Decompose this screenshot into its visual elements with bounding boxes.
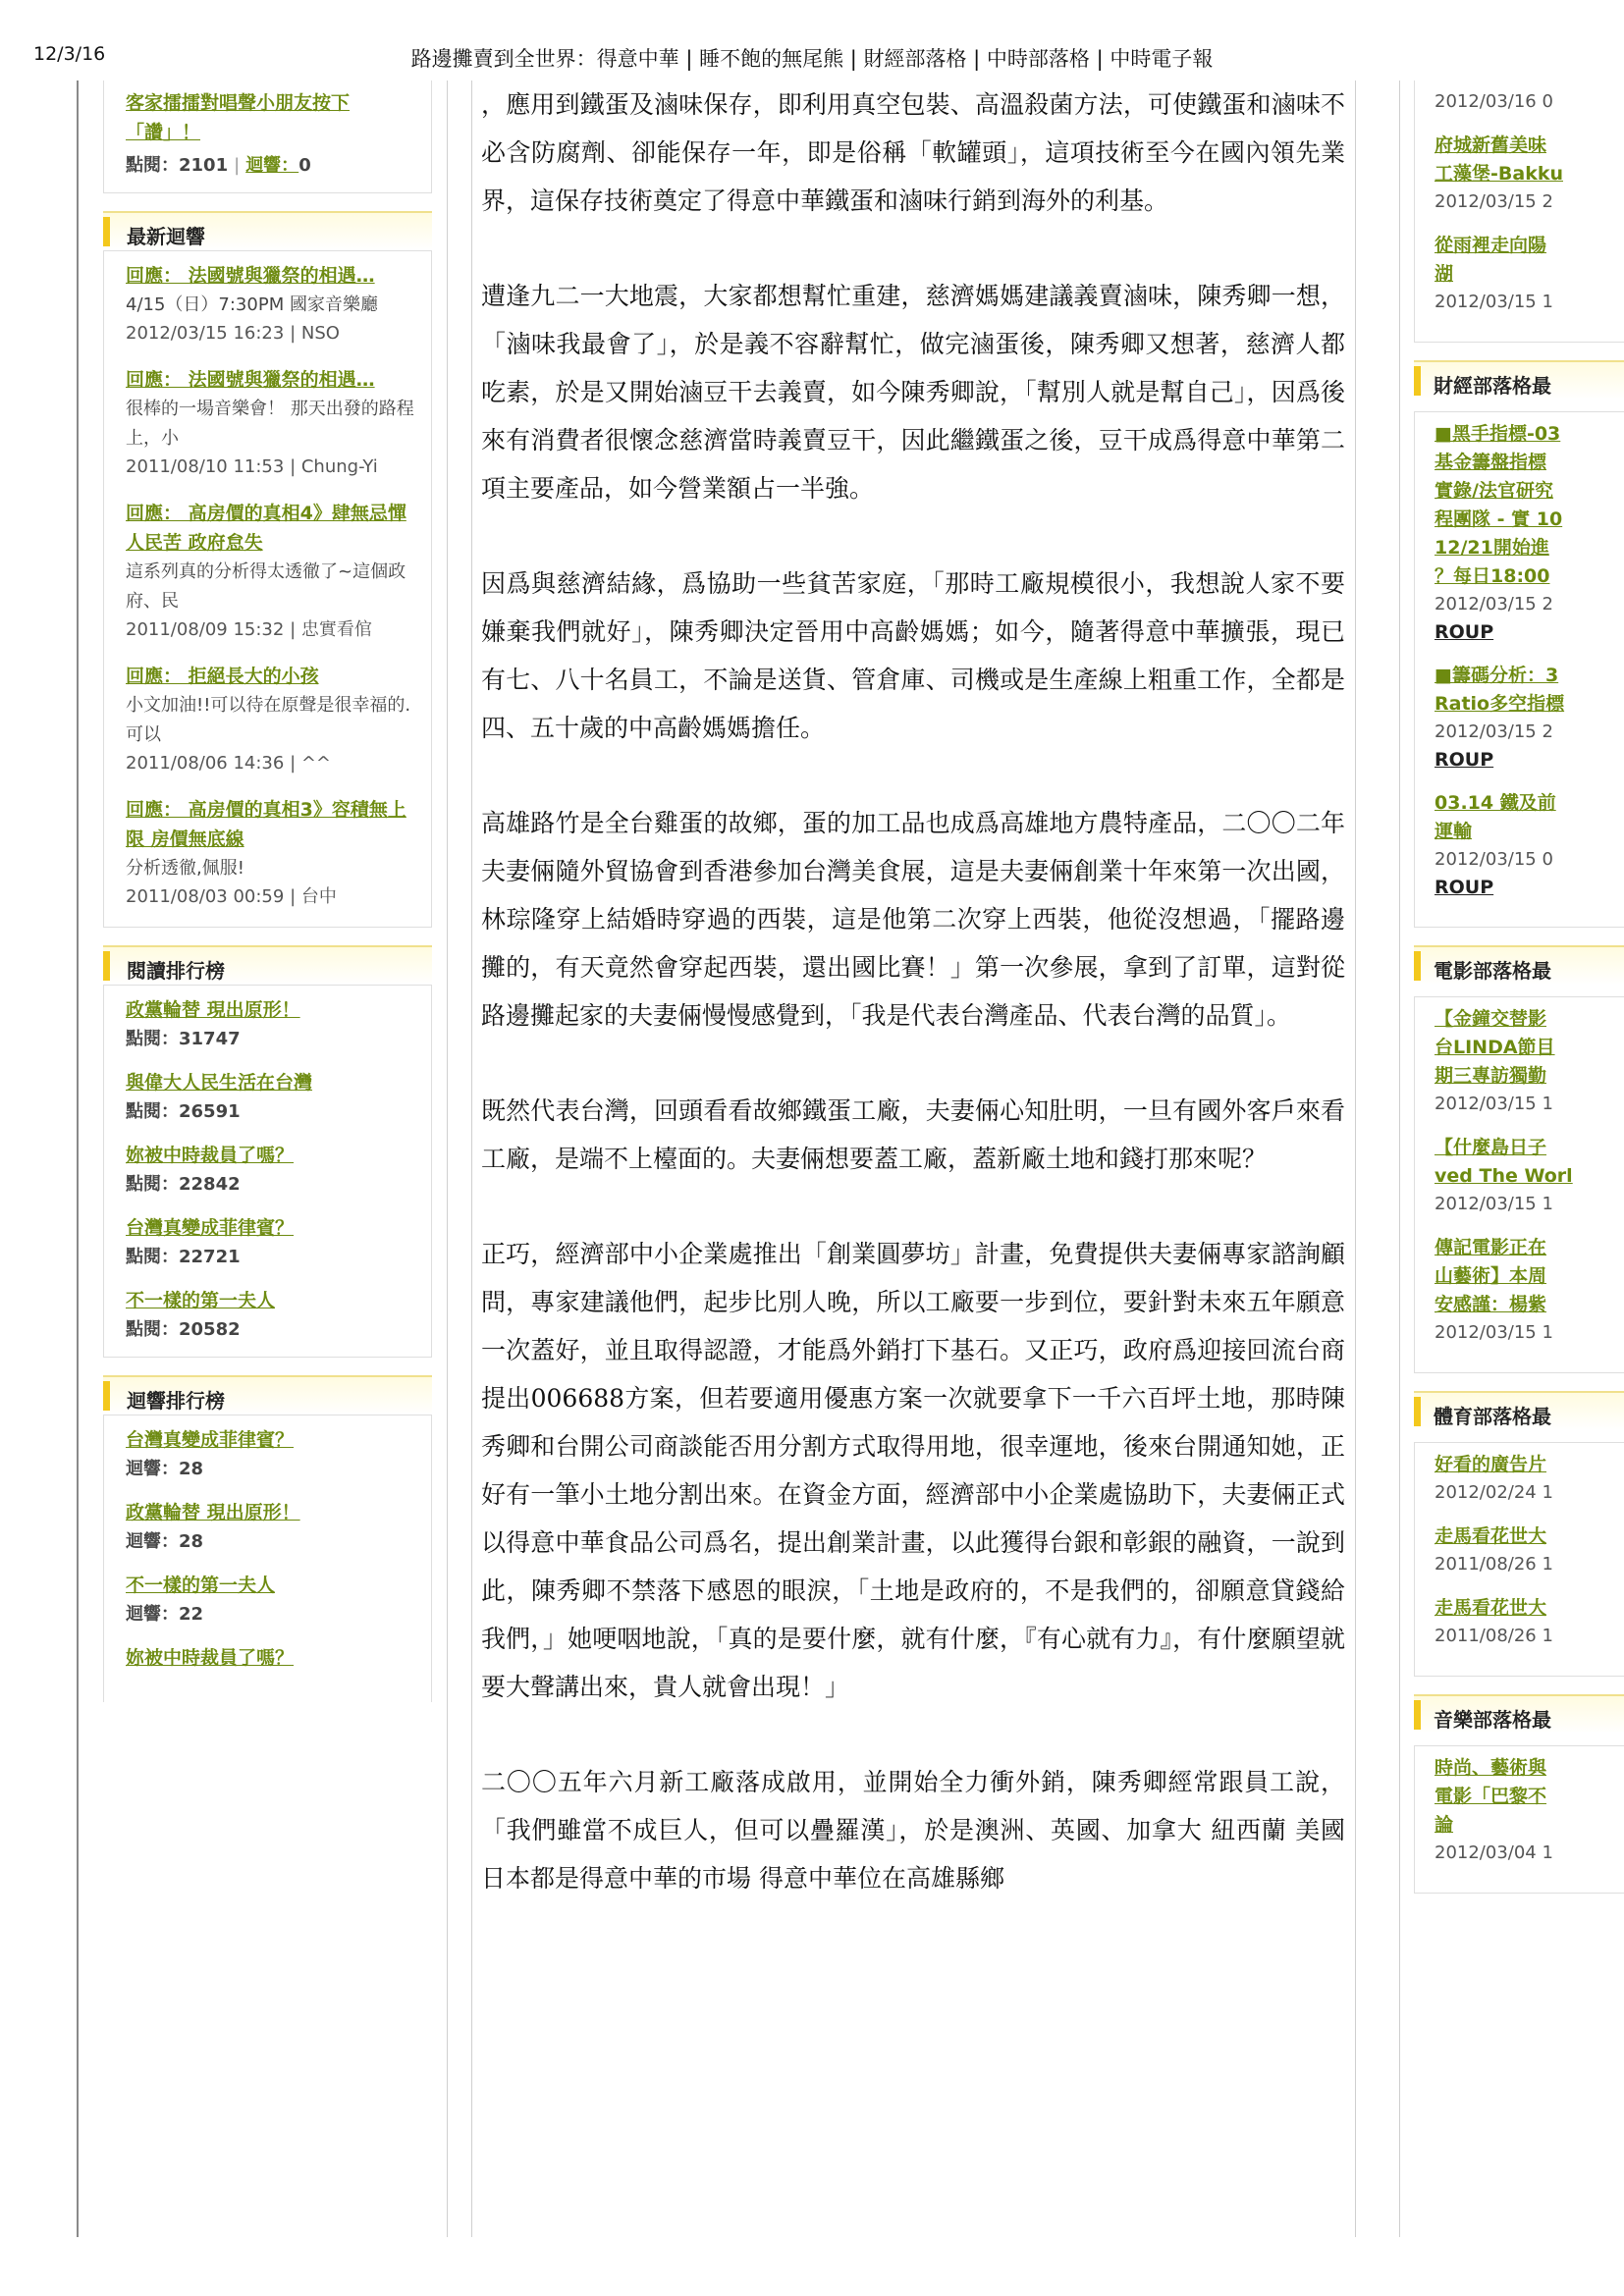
right-item-link[interactable]: 工藻堡-Bakku — [1435, 163, 1563, 185]
reply-excerpt: 分析透徹,佩服! — [126, 858, 244, 879]
finance-link[interactable]: 運輸 — [1435, 821, 1473, 842]
most-read-title: 閱讀排行榜 — [127, 959, 225, 983]
stat-value: 31747 — [179, 1029, 241, 1049]
article-paragraph: 既然代表台灣，回頭看看故鄉鐵蛋工廠，夫妻倆心知肚明，一旦有國外客戶來看工廠，是端不上檯面的。夫妻倆想要蓋工廠，蓋新廠土地和錢打那來呢？ — [481, 1096, 1345, 1173]
music-link[interactable]: 電影「巴黎不 — [1435, 1786, 1547, 1807]
finance-date: 2012/03/15 0 — [1435, 849, 1553, 870]
reply-excerpt: 小文加油!!可以待在原聲是很幸福的.可以 — [126, 695, 411, 745]
right-item-date: 2012/03/16 0 — [1435, 91, 1553, 112]
music-link[interactable]: 論 — [1435, 1814, 1454, 1836]
finance-group-link[interactable]: ROUP — [1435, 621, 1494, 643]
replies-count: 0 — [298, 155, 311, 176]
finance-link[interactable]: 03.14 鐵及前 — [1435, 792, 1556, 814]
most-replied-title: 迴響排行榜 — [127, 1389, 225, 1413]
reply-excerpt: 4/15（日）7:30PM 國家音樂廳 — [126, 294, 378, 315]
left-column-rule — [447, 80, 448, 2237]
most-read-link[interactable]: 台灣真變成菲律賓？ — [126, 1217, 295, 1239]
views-count: 2101 — [179, 155, 229, 176]
article-paragraph: 正巧，經濟部中小企業處推出「創業圓夢坊」計畫，免費提供夫妻倆專家諮詢顧問，專家建議他們，起步比別人晚，所以工廠要一步到位，要針對未來五年願意一次蓋好，並且取得認證，才能爲外銷打下基石。又正巧，政府爲迎接回流台商提出006688方案，但若要適用優惠方案一次就要拿下一千六百坪土地，那時陳秀卿和台開公司商談能否用分割方式取得用地，很幸運地，後來台開通知她，正好有一筆小土地分割出來。在資金方面，經濟部中小企業處協助下，夫妻倆正式以得意中華食品公司爲名，提出創業計畫，以此獲得台銀和彰銀的融資，一說到此，陳秀卿不禁落下感恩的眼淚，「土地是政府的，不是我們的，卻願意貸錢給我們，」她哽咽地說，「真的是要什麼，就有什麼，『有心就有力』，有什麼願望就要大聲講出來，貴人就會出現！」 — [481, 1240, 1345, 1701]
stat-value: 20582 — [179, 1319, 241, 1340]
sports-date: 2011/08/26 1 — [1435, 1554, 1553, 1575]
stat-label: 迴響： — [126, 1604, 179, 1625]
finance-header — [1414, 360, 1624, 400]
finance-date: 2012/03/15 2 — [1435, 594, 1553, 614]
finance-link[interactable]: ■籌碼分析：3 — [1435, 665, 1559, 686]
movie-link[interactable]: 【金鐘交替影 — [1435, 1008, 1547, 1030]
reply-link[interactable]: 回應： 高房價的真相3》容積無上限 房價無底線 — [126, 799, 406, 850]
movie-link[interactable]: 期三專訪獨勤 — [1435, 1065, 1547, 1087]
article-paragraph: 遭逢九二一大地震，大家都想幫忙重建，慈濟媽媽建議義賣滷味，陳秀卿一想，「滷味我最會了」，於是義不容辭幫忙，做完滷蛋後，陳秀卿又想著，慈濟人都吃素，於是又開始滷豆干去義賣，如今陳秀卿說，「幫別人就是幫自己」，因爲後來有消費者很懷念慈濟當時義賣豆干，因此繼鐵蛋之後，豆干成爲得意中華第二項主要產品，如今營業額占一半強。 — [481, 282, 1345, 503]
right-top-box — [1414, 80, 1624, 343]
reply-link[interactable]: 回應： 拒絕長大的小孩 — [126, 666, 319, 687]
movie-link[interactable]: ved The Worl — [1435, 1165, 1573, 1187]
sports-link[interactable]: 走馬看花世大 — [1435, 1597, 1547, 1619]
stat-value: 28 — [179, 1531, 204, 1552]
right-item-date: 2012/03/15 2 — [1435, 191, 1553, 212]
finance-group-link[interactable]: ROUP — [1435, 749, 1494, 771]
movie-title: 電影部落格最 — [1434, 959, 1551, 983]
most-replied-box — [103, 1415, 432, 1702]
reply-excerpt: 這系列真的分析得太透徹了~這個政府、民 — [126, 561, 406, 612]
article-paragraph: ，應用到鐵蛋及滷味保存，即利用真空包裝、高溫殺菌方法，可使鐵蛋和滷味不必含防腐劑、卻能保存一年，即是俗稱「軟罐頭」，這項技術至今在國內領先業界，這保存技術奠定了得意中華鐵蛋和滷味行銷到海外的利基。 — [481, 90, 1345, 215]
right-item-date: 2012/03/15 1 — [1435, 292, 1553, 312]
music-header — [1414, 1694, 1624, 1734]
right-item-link[interactable]: 從雨裡走向陽 — [1435, 235, 1547, 256]
print-date: 12/3/16 — [33, 43, 106, 65]
movie-date: 2012/03/15 1 — [1435, 1094, 1553, 1114]
stat-label: 迴響： — [126, 1531, 179, 1552]
most-replied-header — [103, 1375, 432, 1415]
movie-link[interactable]: 山藝術】本周 — [1435, 1265, 1547, 1287]
finance-box — [1414, 411, 1624, 928]
top-item-stats: 點閱：2101 | 迴響：0 — [126, 155, 311, 176]
movie-date: 2012/03/15 1 — [1435, 1194, 1553, 1214]
latest-replies-box — [103, 250, 432, 928]
finance-link[interactable]: 實錄/法官研究 — [1435, 480, 1553, 502]
article-paragraph: 因爲與慈濟結緣，爲協助一些貧苦家庭，「那時工廠規模很小，我想說人家不要嫌棄我們就好」，陳秀卿決定晉用中高齡媽媽；如今，隨著得意中華擴張，現已有七、八十名員工，不論是送貨、管倉庫、司機或是生產線上粗重工作，全都是四、五十歲的中高齡媽媽擔任。 — [481, 569, 1345, 742]
sports-date: 2011/08/26 1 — [1435, 1626, 1553, 1646]
most-read-link[interactable]: 政黨輪替 現出原形！ — [126, 999, 300, 1021]
reply-meta: 2011/08/03 00:59 | 台中 — [126, 886, 337, 907]
movie-link[interactable]: 【什麼島日子 — [1435, 1137, 1547, 1158]
finance-date: 2012/03/15 2 — [1435, 721, 1553, 742]
stat-value: 28 — [179, 1459, 204, 1479]
movie-box — [1414, 996, 1624, 1373]
stat-label: 迴響： — [126, 1459, 179, 1479]
sports-box — [1414, 1442, 1624, 1677]
finance-link[interactable]: 12/21開始進 — [1435, 537, 1549, 559]
reply-meta: 2011/08/10 11:53 | Chung-Yi — [126, 456, 378, 477]
stat-label: 點閱： — [126, 1101, 179, 1122]
most-replied-link[interactable]: 妳被中時裁員了嗎？ — [126, 1647, 295, 1669]
stat-value: 22 — [179, 1604, 204, 1625]
movie-link[interactable]: 台LINDA節目 — [1435, 1037, 1555, 1058]
music-link[interactable]: 時尚、藝術與 — [1435, 1757, 1547, 1779]
left-page-rule — [77, 80, 79, 2237]
most-read-header — [103, 945, 432, 985]
reply-link[interactable]: 回應： 法國號與獵祭的相遇… — [126, 369, 375, 391]
right-item-link[interactable]: 府城新舊美味 — [1435, 134, 1547, 156]
sports-link[interactable]: 好看的廣告片 — [1435, 1454, 1547, 1475]
music-date: 2012/03/04 1 — [1435, 1842, 1553, 1863]
finance-link[interactable]: ？每日18:00 — [1435, 565, 1550, 587]
reply-link[interactable]: 回應： 法國號與獵祭的相遇… — [126, 265, 375, 287]
sports-title: 體育部落格最 — [1434, 1405, 1551, 1428]
reply-link[interactable]: 回應： 高房價的真相4》肆無忌憚 人民苦 政府怠失 — [126, 503, 406, 554]
stat-value: 26591 — [179, 1101, 241, 1122]
article-paragraph: 二〇〇五年六月新工廠落成啟用，並開始全力衝外銷，陳秀卿經常跟員工說，「我們雖當不成巨人，但可以疊羅漢」，於是澳洲、英國、加拿大 紐西蘭 美國 日本都是得意中華的市場 得意中華位在高雄縣鄉 — [481, 1768, 1345, 1893]
stat-label: 點閱： — [126, 1174, 179, 1195]
finance-group-link[interactable]: ROUP — [1435, 877, 1494, 898]
right-item-link[interactable]: 湖 — [1435, 263, 1454, 285]
movie-link[interactable]: 傳記電影正在 — [1435, 1237, 1547, 1258]
most-replied-link[interactable]: 不一樣的第一夫人 — [126, 1575, 276, 1596]
article-left-rule — [471, 80, 472, 2237]
finance-link[interactable]: Ratio多空指標 — [1435, 693, 1565, 715]
replies-link[interactable]: 迴響： — [245, 155, 299, 176]
reply-meta: 2011/08/06 14:36 | ^^ — [126, 753, 332, 774]
right-sidebar — [1414, 80, 1624, 2240]
most-read-box — [103, 985, 432, 1358]
views-label: 點閱： — [126, 155, 179, 176]
finance-link[interactable]: ■黑手指標-03 — [1435, 423, 1561, 445]
most-replied-link[interactable]: 台灣真變成菲律賓？ — [126, 1429, 295, 1451]
music-box — [1414, 1745, 1624, 1894]
sports-link[interactable]: 走馬看花世大 — [1435, 1525, 1547, 1547]
article-paragraph: 高雄路竹是全台雞蛋的故鄉，蛋的加工品也成爲高雄地方農特產品，二〇〇二年夫妻倆隨外貿協會到香港參加台灣美食展，這是夫妻倆創業十年來第一次出國，林琮隆穿上結婚時穿過的西裝，這是他第二次穿上西裝，他從沒想過，「擺路邊攤的，有天竟然會穿起西裝，還出國比賽！」第一次參展，拿到了訂單，這對從路邊攤起家的夫妻倆慢慢感覺到，「我是代表台灣產品、代表台灣的品質」。 — [481, 809, 1345, 1030]
stat-label: 點閱： — [126, 1247, 179, 1267]
article-right-rule — [1355, 80, 1356, 2237]
stat-value: 22721 — [179, 1247, 241, 1267]
sports-header — [1414, 1391, 1624, 1430]
music-title: 音樂部落格最 — [1434, 1708, 1551, 1732]
finance-link[interactable]: 程團隊 - 實 10 — [1435, 508, 1563, 530]
top-item-link[interactable]: 客家擂擂對唱聲小朋友按下「讚」！ — [126, 92, 351, 143]
reply-meta: 2012/03/15 16:23 | NSO — [126, 323, 340, 344]
movie-date: 2012/03/15 1 — [1435, 1322, 1553, 1343]
print-header-title: 路邊攤賣到全世界：得意中華 | 睡不飽的無尾熊 | 財經部落格 | 中時部落格 | 中時電子報 — [410, 47, 1214, 71]
latest-replies-header — [103, 211, 432, 250]
movie-link[interactable]: 安感謹：楊紫 — [1435, 1294, 1547, 1315]
most-read-link[interactable]: 與偉大人民生活在台灣 — [126, 1072, 313, 1094]
most-read-link[interactable]: 妳被中時裁員了嗎？ — [126, 1145, 295, 1166]
finance-title: 財經部落格最 — [1434, 374, 1551, 398]
latest-replies-title: 最新迴響 — [127, 225, 205, 248]
right-column-rule — [1399, 80, 1400, 2237]
article-body — [481, 80, 1345, 1949]
stat-label: 點閱： — [126, 1029, 179, 1049]
stat-value: 22842 — [179, 1174, 241, 1195]
most-read-link[interactable]: 不一樣的第一夫人 — [126, 1290, 276, 1311]
sports-date: 2012/02/24 1 — [1435, 1482, 1553, 1503]
movie-header — [1414, 945, 1624, 985]
stat-label: 點閱： — [126, 1319, 179, 1340]
most-replied-link[interactable]: 政黨輪替 現出原形！ — [126, 1502, 300, 1523]
left-sidebar — [103, 80, 432, 1702]
top-item-box — [103, 80, 432, 193]
finance-link[interactable]: 基金籌盤指標 — [1435, 452, 1547, 473]
reply-excerpt: 很棒的一場音樂會！ 那天出發的路程上，小 — [126, 399, 414, 449]
reply-meta: 2011/08/09 15:32 | 忠實看倌 — [126, 619, 372, 640]
